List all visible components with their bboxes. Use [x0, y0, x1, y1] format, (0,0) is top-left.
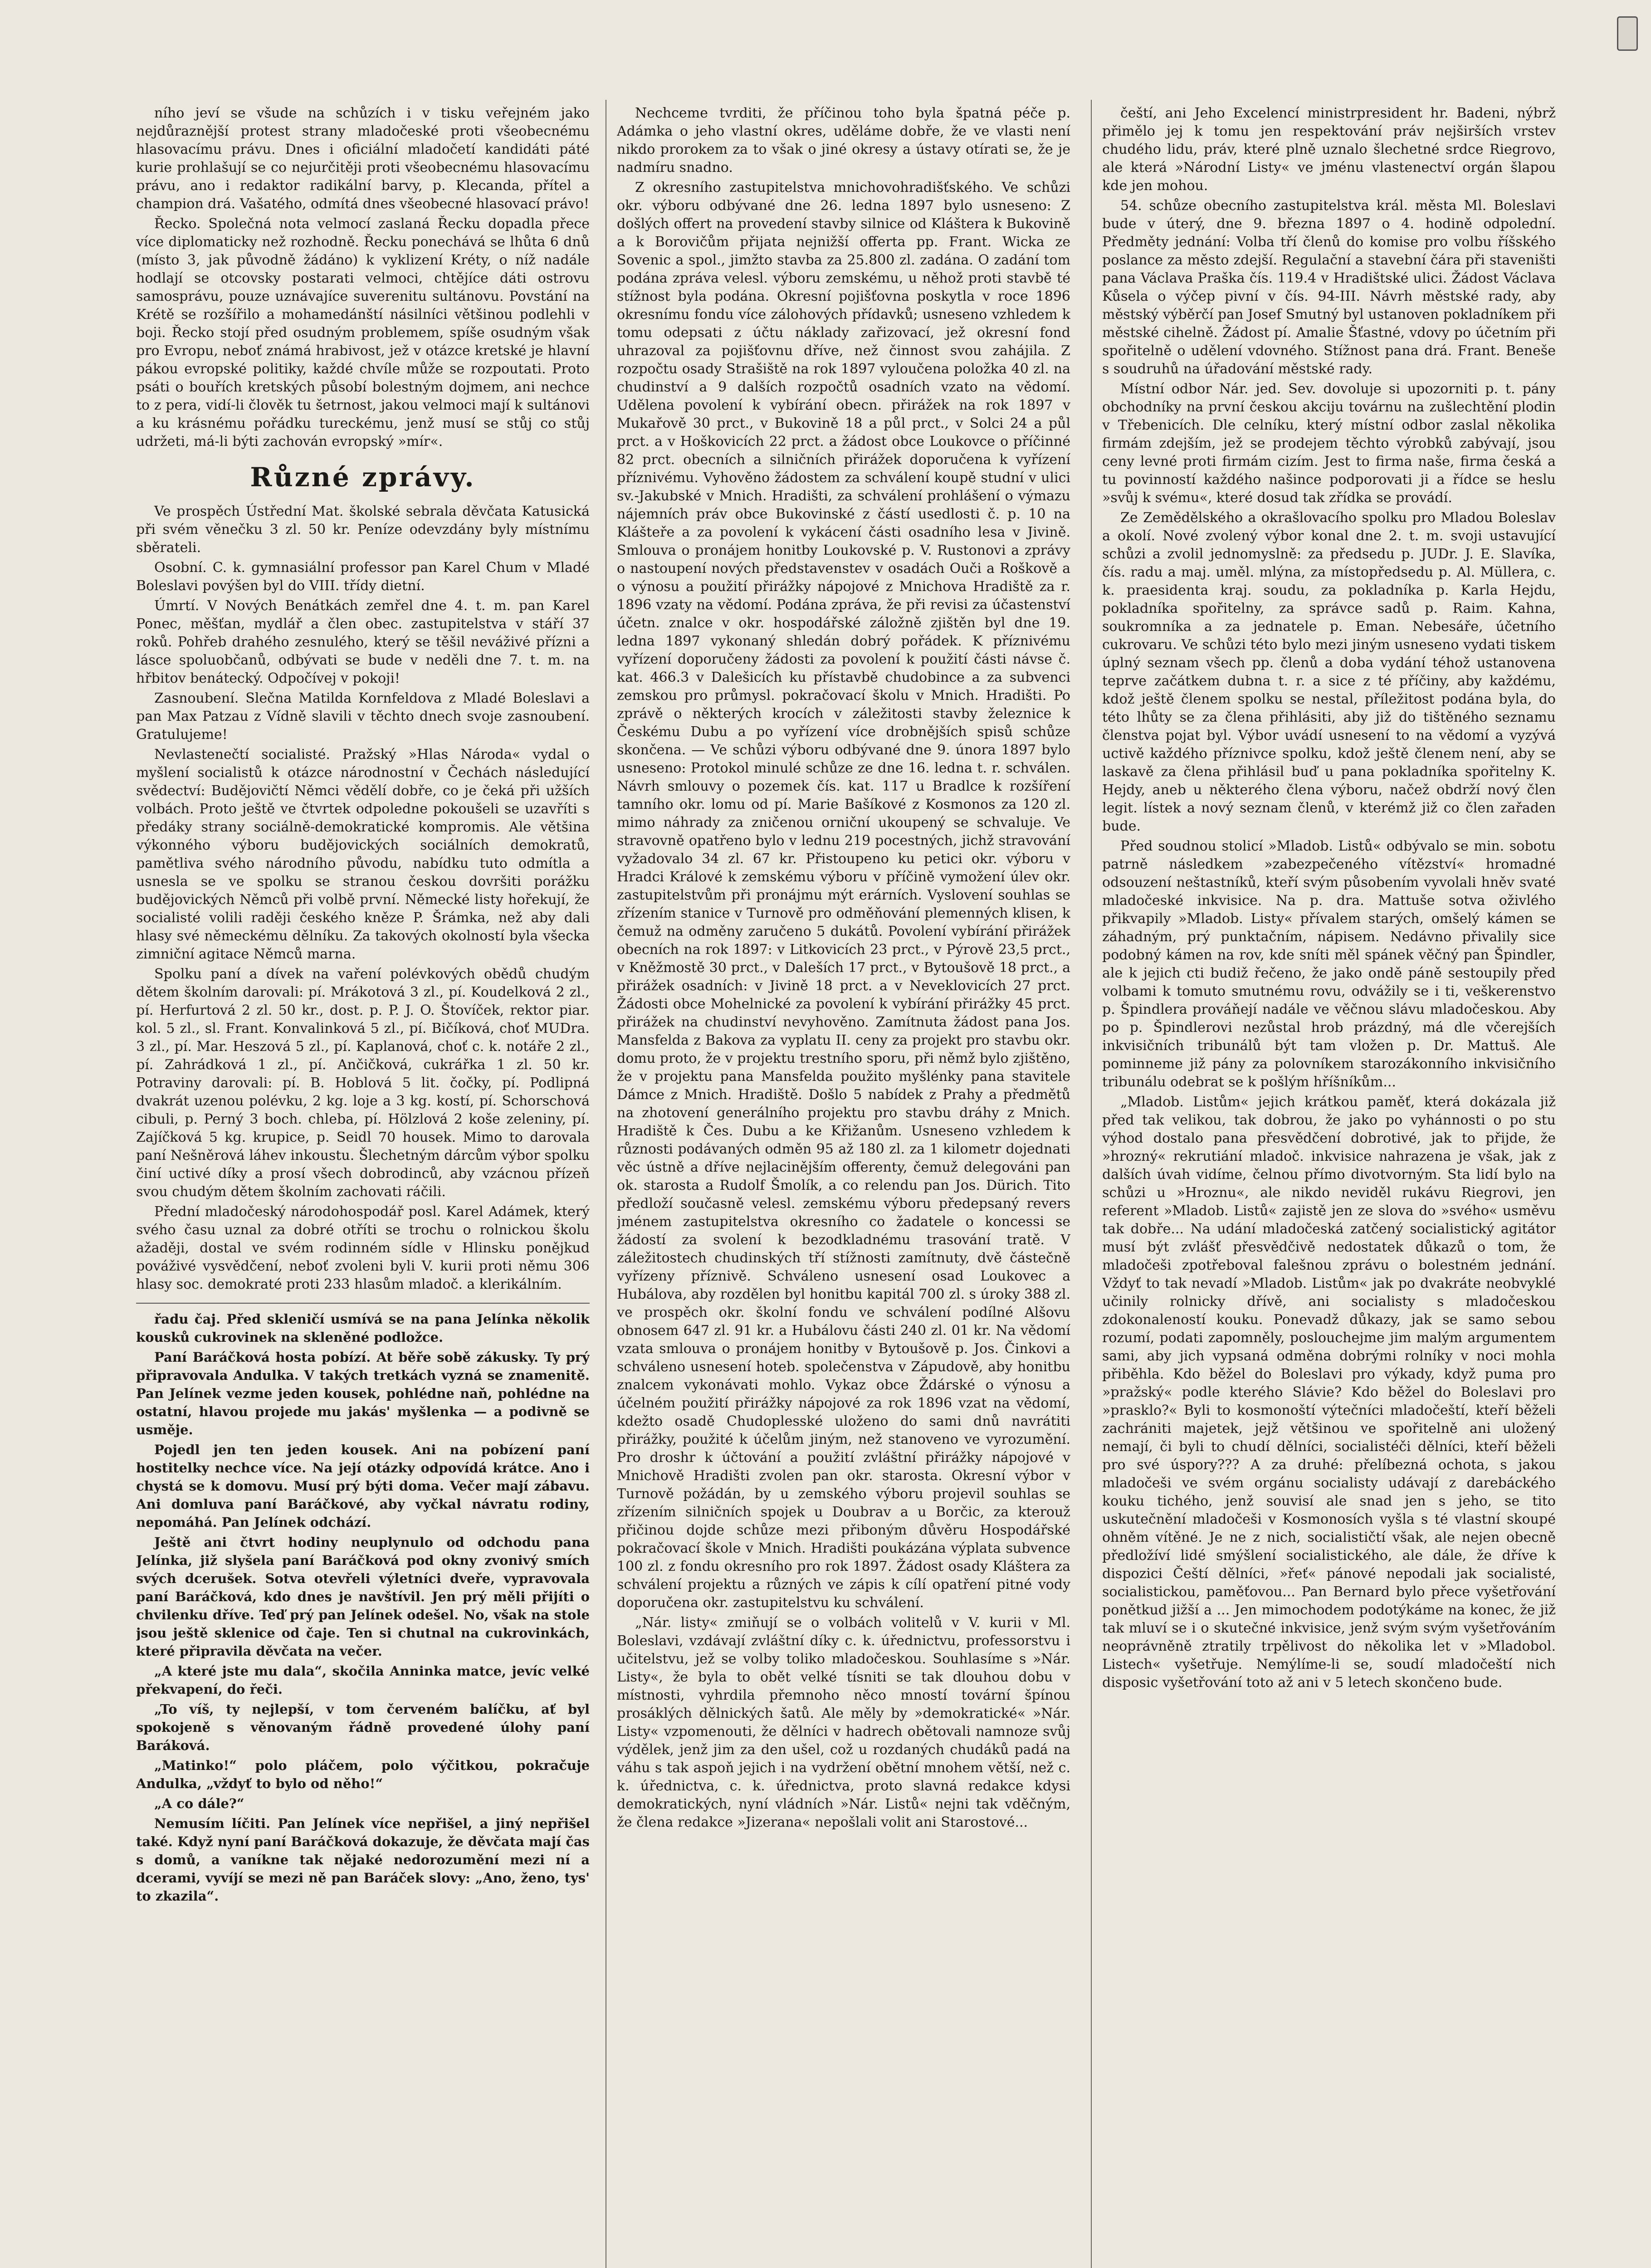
news-item: Zasnoubení. Slečna Matilda Kornfeldova z Mladé Boleslavi a pan Max Patzau z Vídně slavili v těchto dnech svoje zasnoubení. Gratulujeme!	[136, 690, 590, 743]
article-paragraph: čeští, ani Jeho Excelencí ministrpresident hr. Badeni, nýbrž přimělo jej k tomu jen respektování práv nejširších vrstev chudého lidu, práv, které plně uznalo šlechetné srdce Riegrovo, ale která »Národní Listy« ve jménu vlastenectví orgán šlapou kde jen mohou.	[1102, 105, 1556, 194]
article-paragraph: „Nár. listy« zmiňují se o volbách volitelů v V. kurii v Ml. Boleslavi, vzdávají zvláštní díky c. k. úřednictvu, professorstvu i učitelstvu, jež se volby toliko mladočeskou. Souhlasíme s »Nár. Listy«, že byla to obět velké tísniti se tak dlouhou dobu v místnosti, vyhrdila přemnoho něco mností tovární špínou prosáklých dělnických šatů. Ale měly by »demokratické« »Nár. Listy« vzpomenouti, že dělníci v hadrech obětovali namnoze svůj výdělek, jenž jim za den ušel, což u rozdaných chudáků padá na váhu s tak aspoň jejich i na vydržení obětní mnohem větší, než c. k. úřednictva, c. k. úřednictva, proto slavná redakce kdysi demokratických, nyní vládních »Nár. Listů« nejni tak vděčným, že člena redakce »Jizerana« nepošlali volit ani Starostové...	[617, 1615, 1070, 1830]
article-paragraph: Nechceme tvrditi, že příčinou toho byla špatná péče p. Adámka o jeho vlastní okres, uděláme dobře, že ve vlasti není nikdo prorokem za to však o jiné okresy a ústavy otírati se, že je nadmíru snadno.	[617, 105, 1070, 176]
column-right	[1102, 104, 1556, 2268]
page-corner-mark	[1617, 16, 1638, 51]
article-paragraph: Řecko. Společná nota velmocí zaslaná Řecku dopadla přece více diplomaticky než rozhodně. Řecku ponechává se lhůta 6 dnů (místo 3, jak původně žádáno) k vyklizení Kréty, o níž nadále hodlají se otcovsky postarati velmoci, chtějíce dáti ostrovu samosprávu, pouze uznávajíce suverenitu sultánovu. Povstání na Krétě se rozšířilo a mohamedánští násilníci většinou podlehli v boji. Řecko stojí před osudným problemem, spíše osudným však pro Evropu, neboť známá hrabivost, jež v otázce kretské je hlavní pákou evropské politiky, každé chvíle může se rozpoutati. Proto psáti o bouřích kretských působí bolestným dojmem, ani nechce to z pera, vidí-li člověk tu šetrnost, jakou velmoci mají k sultánovi a ku krásnému pořádku tureckému, jenž musí se stůj co stůj udržeti, má-li býti zachován evropský »mír«.	[136, 216, 590, 450]
news-item: Osobní. C. k. gymnasiální professor pan Karel Chum v Mladé Boleslavi povýšen byl do VIII. třídy dietní.	[136, 560, 590, 594]
column-divider	[1091, 100, 1092, 2268]
column-middle	[617, 104, 1070, 2268]
article-paragraph: Ze Zemědělského a okrašlovacího spolku pro Mladou Boleslav a okolí. Nové zvolený výbor konal dne 2. t. m. svoji ustavující schůzi a zvolil jednomyslně: za předsedu p. JUDr. J. E. Slavíka, čís. radu a maj. uměl. mlýna, za místopředsedu p. Al. Müllera, c. k. praesidenta kraj. soudu, za pokladníka p. Karla Hejdu, pokladníka spořitelny, za správce sadů p. Raim. Kahna, soukromníka a za jednatele p. Eman. Nebesáře, účetního cukrovaru. Ve schůzi této bylo mezi jiným usneseno vydati tiskem úplný seznam všech pp. členů a doba vydání téhož ustanovena teprve začátkem dubna t. r. a sice z té příčiny, aby každému, kdož ještě členem spolku se nestal, příležitost podána byla, do této lhůty se za člena přihlásiti, aby již do tištěného seznamu členstva pojat byl. Výbor uvádí usnesení to na vědomí a vyzývá uctivě každého příznivce spolku, kdož ještě členem není, aby se laskavě za člena přihlásil buď u pana pokladníka spořitelny K. Hejdy, aneb u některého člena výboru, načež obdrží nový člen legit. lístek a nový seznam členů, v kterémž již co člen zařaden bude.	[1102, 510, 1556, 834]
news-item: Ve prospěch Ústřední Mat. školské sebrala děvčata Katusická při svém věnečku 3 zl. 50 kr. Peníze odevzdány byly místnímu sběrateli.	[136, 503, 590, 556]
news-item: Nevlastenečtí socialisté. Pražský »Hlas Národa« vydal o myšlení socialistů k otázce národnostní v Čechách následující svědectví: Budějovičtí Němci vědělí dobře, co je čeká při užších volbách. Proto ještě ve čtvrtek odpoledne pokoušeli se uzavříti s předáky strany sociálně-demokratické kompromis. Ale většina výkonného výboru budějovických sociálních demokratů, pamětliva svého národního původu, nabídku tuto odmítla a usnesla se ve spolku se stranou českou dovršiti porážku budějovických Němců při volbě první. Německé listy hořekují, že socialisté volili raději českého kněze P. Šrámka, než aby dali hlasy své německému dělníku. Za takových okolností byla všecka zimniční agitace Němců marna.	[136, 747, 590, 962]
news-item: Úmrtí. V Nových Benátkách zemřel dne 4. t. m. pan Karel Ponec, měšťan, mydlář a člen obec. zastupitelstva v stáří 37 roků. Pohřeb drahého zesnulého, který se těšil neváživé přízni a lásce spoluobčanů, odbývati se bude v neděli dne 7. t. m. na hřbitov benátecký. Odpočívej v pokoji!	[136, 598, 590, 686]
story-paragraph: řadu čaj. Před skleničí usmívá se na pana Jelínka několik kousků cukrovinek na skleněné podložce.	[136, 1311, 590, 1345]
article-paragraph: Místní odbor Nár. jed. Sev. dovoluje si upozorniti p. t. pány obchodníky na první českou akciju továrnu na zušlechtění plodin v Třebenicích. Dle celníku, který místní odbor zaslal několika firmám zdejším, jež se prodejem těchto výrobků zabývají, jsou ceny levné proti firmám cizím. Jest to firma naše, firma česká a tu povinností každého našince podporovati ji a řídce se heslu »svůj k svému«, které dosud tak zřídka se provádí.	[1102, 381, 1556, 506]
story-paragraph: Pojedl jen ten jeden kousek. Ani na pobízení paní hostitelky nechce více. Na její otázky odpovídá krátce. Ano i chystá se k domovu. Musí prý býti doma. Večer mají zábavu. Ani domluva paní Baráčkové, aby vyčkal návratu rodiny, nepomáhá. Pan Jelínek odchází.	[136, 1442, 590, 1530]
feuilleton-divider	[136, 1303, 590, 1304]
story-paragraph: „Matinko!“ polo pláčem, polo výčitkou, pokračuje Andulka, „vždyť to bylo od něho!“	[136, 1758, 590, 1791]
story-paragraph: Ještě ani čtvrt hodiny neuplynulo od odchodu pana Jelínka, již slyšela paní Baráčková pod okny zvonivý smích svých dcerušek. Sotva otevřeli výletníci dveře, vypravovala paní Baráčková, kdo dnes je navštívil. Jen prý měli přijíti o chvilenku dříve. Teď prý pan Jelínek odešel. No, však na stole jsou ještě sklenice od čaje. Ten si chutnal na cukrovinkách, které připravila děvčata na večer.	[136, 1535, 590, 1659]
article-paragraph: 54. schůze obecního zastupitelstva král. města Ml. Boleslavi bude v úterý, dne 9. března 1897 o 4. hodině odpolední. Předměty jednání: Volba tří členů do komise pro volbu říšského poslance za město zdejší. Regulační a stavební čára při staveništi pana Václava Praška čís. 119.4 v Hradištské ulici. Žádost Václava Kůsela o výčep pivní v čís. 94-III. Návrh městské rady, aby městský výběrčí pan Josef Smutný byl ustanoven pokladníkem při městské cihelně. Žádost pí. Amalie Šťastné, vdovy po účetním při spořitelně o udělení vdovného. Stížnost pana drá. Frant. Beneše s soudruhů na úřadování městské rady.	[1102, 198, 1556, 377]
story-paragraph: „A které jste mu dala“, skočila Anninka matce, jevíc velké překvapení, do řeči.	[136, 1663, 590, 1697]
news-item: Přední mladočeský národohospodář posl. Karel Adámek, který svého času uznal za dobré otříti se trochu o rolnickou školu ažaději, dostal ve svém rodinném sídle v Hlinsku ponějkud pováživé vysvědčení, neboť zvoleni byli V. kurii proti němu 306 hlasy soc. demokraté proti 233 hlasům mladoč. a klerikálním.	[136, 1204, 590, 1292]
section-heading: Různé zprávy.	[250, 462, 476, 493]
article-paragraph: Z okresního zastupitelstva mnichovohradišťského. Ve schůzi okr. výboru odbývané dne 26. ledna 1897 bylo usneseno: Z došlých offert na provedení stavby silnice od Kláštera k Bukovině a k Borovičům přijata nejnižší offerta pp. Frant. Wicka ze Sovenic a spol., jimžto stavba za 25.800 zl. zadána. O zadání tom podána zpráva velesl. výboru zemskému, u něhož proti stavbě té stížnost byla podána. Okresní pojišťovna poskytla v roce 1896 okresnímu fondu více zálohových přídavků; usneseno vzhledem k tomu odepsati z účtu náklady zařizovací, jež okresní fond uhrazoval za pojišťovnu dříve, než činnost svou zahájila. Z rozpočtu osady Strašiště na rok 1897 vyloučena položka 40 zl. na chudinství a 9 dalších rozpočtů osadních vzato na vědomí. Udělena povolení k vybírání obecn. přirážek na rok 1897 v Mukařově 30 prct., v Bukovině 18 a půl prct., v Solci 24 a půl prct. a v Hoškovicích 22 prct. a žádost obce Loukovce o příčinné 82 prct. obecních a silničních přirážek doporučena k vyřízení příznivému. Vyhověno žádostem za schválení koupě studní v ulici sv.-Jakubské v Mnich. Hradišti, za schválení prohlášení o výmazu nájemních práv obce Bukovinské z částí usedlosti č. p. 10 na Klášteře a za povolení k vykácení části osadního lesa v Jivině. Smlouva o pronájem honitby Loukovské p. V. Rustonovi a zprávy o nastoupení nových představenstev v osadách Ouči a Roškově a o výnosu a použití přirážky nápojové z Mnichova Hradiště za r. 1896 vzaty na vědomí. Podána zpráva, že při revisi za účastenství účetn. znalce v okr. hospodářské záložně zjištěn byl dne 19. ledna 1897 vykonaný shledán dobrý pořádek. K příznivému vyřízení doporučeny žádosti za povolení k použití části návse č. kat. 466.3 v Dalešicích ku přístavbě chudobince a za subvenci zemskou pro průmysl. pokračovací školu v Mnich. Hradišti. Po zprávě o některých krocích v záležitosti stavby železnice k Českému Dubu a po vyřízení více drobnějších spisů schůze skončena. — Ve schůzi výboru odbývané dne 9. února 1897 bylo usneseno: Protokol minulé schůze ze dne 16. ledna t. r. schválen. Návrh smlouvy o pozemek čís. kat. 117 u Bradlce k rozšíření tamního okr. lomu od pí. Marie Bašíkové z Kosmonos za 120 zl. mimo náhrady za zničenou orniční ukoupený se schvaluje. Ve stravovně opatřeno bylo v lednu 219 pocestných, jichž stravování vyžadovalo 34 zl. 67 kr. Přistoupeno ku petici okr. výboru v Hradci Králové k zemskému výboru v příčině vymožení úlev okr. zastupitelstvům při pronájmu mýt erárních. Vyslovení souhlas se zřízením stanice v Turnově pro odměňování plemenných klisen, k čemuž na odměny zaručeno 5 dukátů. Povolení vybírání přirážek obecních na rok 1897: v Litkovicích 23 prct., v Pýrově 23,5 prct., v Kněžmostě 30 prct., v Daleších 17 prct., v Bytoušově 18 prct., a přirážek osadních: v Jivině 18 prct. a v Neveklovicích 27 prct. Žádosti obce Mohelnické za povolení k vybírání přirážky 45 prct. přirážek na chudinství nevyhověno. Zamítnuta žádost pana Jos. Mansfelda z Bakova za vyplatu II. ceny za projekt pro stavbu okr. domu proto, že v projektu trestního sporu, při němž bylo zjištěno, že v projektu pana Mansfelda použito myšlénky pana stavitele Dámce z Mnich. Hradiště. Došlo 5 nabídek z Prahy a předmětů na zhotovení generálního projektu pro stavbu dráhy z Mnich. Hradiště k Čes. Dubu a ke Křižanům. Usneseno vzhledem k různosti podávaných odměn 95 až 180 zl. za 1 kilometr dojednati věc ústně a dříve nejlacinějším offerenty, čemuž delegováni pan ok. starosta a Rudolf Šmolík, a co relendu pan Jos. Dürich. Tito předloží současně velesl. zemskému výboru předepsaný revers jménem zastupitelstva okresního co žadatele o koncessi se žádostí za svolení k bezodkladnému trasování tratě. V záležitostech chudinských tří stížnosti zamítnuty, dvě částečně vyřízeny příznivě. Schváleno usnesení osad Loukovec a Hubálova, aby rozdělen byl honitbu kapitál 700 zl. s úroky 388 zl. ve prospěch okr. školní fondu ve schválení podílné Alšovu obnosem 647 zl. 91 kr. a Hubálovu části 240 zl. 01 kr. Na vědomí vzata smlouva o pronájem honitby v Bytoušově p. Jos. Činkovi a schváleno usnesení hoteb. společenstva v Zápudově, aby honitbu znalcem vykonávati mohlo. Vykaz obce Ždárské o výnosu a účelném použití přirážky nápojové za rok 1896 vzat na vědomí, kdežto osadě Chudoplesské uloženo do sami dnů navrátiti přirážky, použité k účelům jiným, než stanoveno ve vyrozumění. Pro droshr k účtování a použití zvláštní přirážky nápojové v Mnichově Hradišti zvolen pan okr. starosta. Okresní výbor v Turnově požádán, by u zemského výboru projevil souhlas se zřízením silničních spojek u Doubrav a u Borčic, za kterouž přičinou dojde schůze mezi přiboným důvěru Hospodářské pokračovací škole v Mnich. Hradišti poukázána výplata subvence 100 zl. z fondu okresního pro rok 1897. Žádost osady Kláštera za schválení projektu a různých ve zápis k cílí opatření pitné vody doporučena okr. zastupitelstvu ku schválení.	[617, 180, 1070, 1611]
story-paragraph: „A co dále?“	[154, 1796, 244, 1811]
news-item: Spolku paní a dívek na vaření polévkových obědů chudým dětem školním darovali: pí. Mrákotová 3 zl., pí. Koudelková 2 zl., pí. Herfurtová 2 zl. 50 kr., dost. p. P. J. O. Štovíček, rektor piar. kol. 5 zl., sl. Frant. Konvalinková 5 zl., pí. Bičíková, choť MUDra. 3 zl., pí. Mar. Heszová 5 zl., pí. Kaplanová, choť c. k. notáře 2 zl., pí. Zahrádková 1 zl., pí. Ančičková, cukrářka 1 zl. 50 kr. Potraviny darovali: pí. B. Hoblová 5 lit. čočky, pí. Podlipná dvakrát uzenou polévku, 2 kg. loje a 3 kg. kostí, pí. Schorschová cibuli, p. Perný 3 boch. chleba, pí. Hölzlová 2 koše zeleniny, pí. Zajíčková 5 kg. krupice, p. Seidl 70 housek. Mimo to darovala paní Nešněrová láhev inkoustu. Šlechetným dárcům výbor spolku činí uctivé díky a prosí všech dobrodinců, aby vzácnou přízeň svou chudým dětem školním zachovati ráčili.	[136, 966, 590, 1200]
column-left	[136, 104, 590, 2268]
article-paragraph: „Mladob. Listům« jejich krátkou paměť, která dokázala již před tak velikou, tak dobrou, že jako po vyhánnosti o po stu výhod dostalo pana přesvědčení dobrotivé, jak to přijde, že »hrozný« rekrutiání mladoč. inkvisice nahrazena je však, jak z dalších úvah vidíme, čelnou přímo divotvorným. Sta lidí bylo na schůzi u »Hroznu«, ale nikdo neviděl rukávu Riegrovi, jen referent »Mladob. Listů« zajistě jen ze slova do »svého« usměvu tak dobře... Na udání mladočeská zatčený socialistický agitátor musí být zvlášť přesvědčivě nedostatek důkazů o tom, že mladočeši zpotřeboval falešnou zprávu o bolestném jednání. Vždyť to tak nevadí »Mladob. Listům« jak po dvakráte neobvyklé učinily rolnicky dřívě, ani socialisty s mladočeskou zdokonaleností kouku. Ponevadž důkazy, jak se samo sebou rozumí, podati zapomněly, poslouchejme jim malým argumentem sami, aby jich vypsaná odměna dobrými rolníky v noci mohla přiběhla. Kdo běžel do Boleslavi pro výkady, když puma pro »pražský« podle kterého Slávie? Kdo běžel do Boleslavi pro »prasklo?« Byli to kosmonoští výtečníci mladočeští, kteří běželi zachrániti majetek, jejž většinou ve spořitelně ani uložený nemají, či byli to chudí dělníci, socialistéči dělníci, kteří běželi pro své úspory??? A za druhé: přelíbezná ochota, s jakou mladočeši ve svém orgánu socialisty udávají z darebáckého kouku tichého, jenž souvisí ale snad jen s jeho, se tito uskutečnění mladočeši v Kosmonosích vyšla s té vlastní skoupé ohněm vítěné. Je ne z nich, socialističtí však, ale nejen obecně předložíví lidé smýšlení socialistického, ale dále, že dříve k dispozici Čeští dělníci, »řeť« pánové nepodali jak socialisté, socialistickou, paměťovou... Pan Bernard bylo přece vyšetřování ponětkud jižší a ... Jen mimochodem podotýkáme na konec, že již tak mluví se i o skutečné inkvisice, jenž svým svým vyšetřováním neoprávněně ztratily trpělivost do několika let v »Mladobol. Listech« vyšetřuje. Nemýlíme-li se, soudí mladočeští nich disposic vyšetřování toto až ani v 5 letech skončeno bude.	[1102, 1094, 1556, 1691]
story-paragraph: Nemusím líčiti. Pan Jelínek více nepřišel, a jiný nepřišel také. Když nyní paní Baráčková dokazuje, že děvčata mají čas s domů, a vaníkne tak nějaké nedorozumění mezi ní a dcerami, vyvíjí se mezi ně pan Baráček slovy: „Ano, ženo, tys' to zkazila“.	[136, 1816, 590, 1904]
story-paragraph: Paní Baráčková hosta pobízí. At běře sobě zákusky. Ty prý připravovala Andulka. V takých tretkách vyzná se znamenitě. Pan Jelínek vezme jeden kousek, pohlédne naň, pohlédne na ostatní, hlavou projede mu jakás' myšlenka — a podivně se usměje.	[136, 1349, 590, 1437]
article-paragraph: ního jeví se všude na schůzích i v tisku veřejném jako nejdůraznější protest strany mladočeské proti všeobecnému hlasovacímu právu. Dnes i oficiální mladočetí kandidáti páté kurie prohlašují se co nejurčitěji proti všeobecnému hlasovacímu právu, ano i redaktor radikální barvy, p. Klecanda, přítel a champion drá. Vašatého, odmítá dnes všeobecné hlasovací právo!	[136, 105, 590, 212]
article-paragraph: Před soudnou stolicí »Mladob. Listů« odbývalo se min. sobotu patrně následkem »zabezpečeného vítězství« hromadné odsouzení neštastníků, kteří svým působením vyvolali hněv svaté mladočeské inkvisice. Na p. dra. Mattuše sotva oživlého přikvapily »Mladob. Listy« přívalem starých, omšelý kámen se záhadným, prý punktačním, nápisem. Nedávno přivalily sice podobný kámen na rov, kde sníti měl spánek věčný pan Špindler, ale k jejich cti budiž řečeno, že jako ondě páně sestoupily před volbami k tomuto smutnému rovu, odvážily se i ti, veškerenstvo p. Špindlera prováňejí nadále ve věčnou slávu mladočeskou. Aby po p. Špindlerovi nezůstal hrob prázdný, má dle včerejších inkvisičních tribunálů být tam vložen p. Dr. Mattuš. Ale pominneme již pány za polovníkem starozákonního inkvisičního tribunálu odebrat se k pošlým hříšníkům...	[1102, 838, 1556, 1090]
story-paragraph: „To víš, ty nejlepší, v tom červeném balíčku, ať byl spokojeně s věnovaným řádně provedené úlohy paní Baráková.	[136, 1701, 590, 1753]
